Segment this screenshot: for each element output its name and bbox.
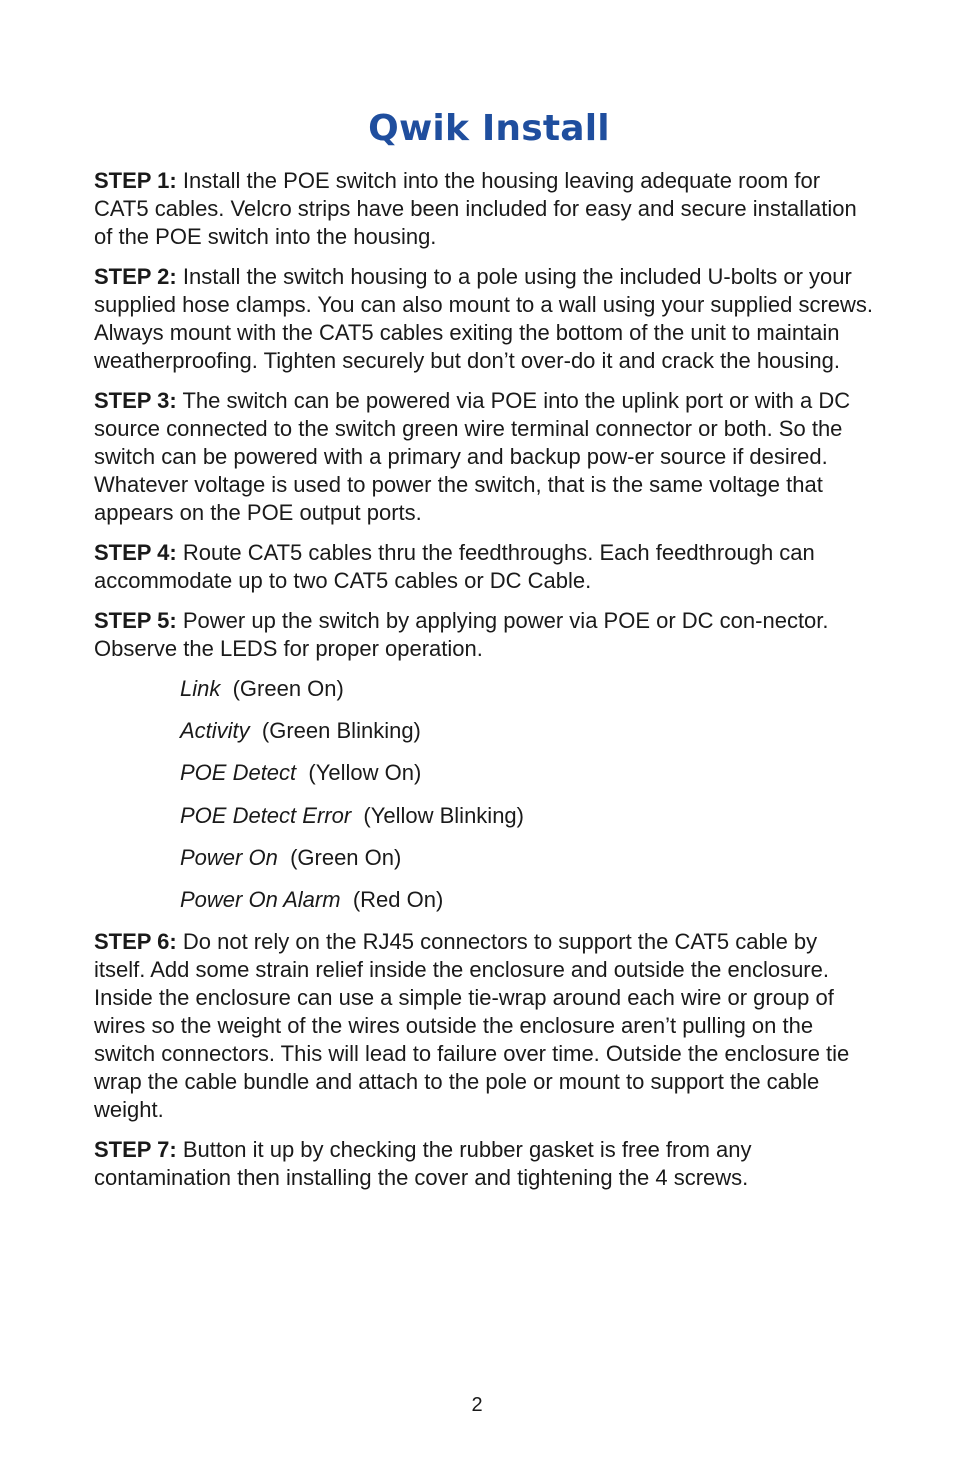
- led-item-poe-detect: [180, 759, 874, 787]
- step-1: [94, 167, 874, 251]
- led-state: (Red On): [352, 886, 444, 912]
- led-status-list: [180, 675, 874, 914]
- step-4: [94, 539, 874, 595]
- led-state: (Yellow Blinking): [363, 802, 524, 828]
- led-item-poe-detect-error: [180, 802, 874, 830]
- led-state: (Yellow On): [308, 760, 422, 786]
- step-3: [94, 387, 874, 527]
- step-text: The switch can be powered via POE into the uplink port or with a DC source connected to the switch green wire terminal connector or both. So the switch can be powered with a primary and backup pow-er source if desired. Whatever voltage is used to power the switch, that is the same voltage that appears on the POE output ports.: [94, 388, 851, 525]
- step-text: Do not rely on the RJ45 connectors to support the CAT5 cable by itself. Add some strain relief inside the enclosure and outside the enclosure. Inside the enclosure can use a simple tie-wrap around each wire or group of wires so the weight of the wires outside the enclosure aren’t pulling on the switch connectors. This will lead to failure over time. Outside the enclosure tie wrap the cable bundle and attach to the pole or mount to support the cable weight.: [94, 929, 850, 1123]
- led-item-power-on: [180, 844, 874, 872]
- step-label: STEP 1:: [94, 168, 177, 193]
- led-name: POE Detect Error: [180, 802, 352, 828]
- step-6: [94, 928, 874, 1124]
- led-state: (Green On): [232, 676, 344, 701]
- led-name: Activity: [180, 718, 250, 744]
- led-name: Power On Alarm: [180, 886, 341, 912]
- step-text: Route CAT5 cables thru the feedthroughs. Each feedthrough can accommodate up to two CAT5 cables or DC Cable.: [94, 540, 815, 593]
- led-state: (Green Blinking): [261, 718, 421, 744]
- step-text: Button it up by checking the rubber gasket is free from any contamination then installing the cover and tightening the 4 screws.: [94, 1137, 752, 1191]
- page-title: Qwik Install: [368, 108, 610, 149]
- step-text: Install the POE switch into the housing leaving adequate room for CAT5 cables. Velcro strips have been included for easy and secure installation of the POE switch into the housing.: [94, 168, 857, 249]
- step-label: STEP 3:: [94, 388, 177, 413]
- page-number: 2: [471, 1394, 483, 1416]
- led-item-link: [180, 675, 874, 703]
- step-label: STEP 4:: [94, 540, 177, 565]
- step-text: Power up the switch by applying power via POE or DC con-nector. Observe the LEDS for proper operation.: [94, 608, 829, 661]
- step-label: STEP 6:: [94, 929, 177, 955]
- step-text: Install the switch housing to a pole using the included U-bolts or your supplied hose clamps. You can also mount to a wall using your supplied screws. Always mount with the CAT5 cables exiting the bottom of the unit to maintain weatherproofing. Tighten securely but don’t over-do it and crack the housing.: [94, 264, 874, 373]
- led-item-activity: [180, 717, 874, 745]
- led-state: (Green On): [290, 844, 402, 870]
- led-name: Link: [180, 676, 221, 701]
- step-2: [94, 263, 874, 375]
- step-label: STEP 7:: [94, 1137, 177, 1163]
- step-label: STEP 5:: [94, 608, 177, 633]
- led-name: Power On: [180, 844, 278, 870]
- step-label: STEP 2:: [94, 264, 177, 289]
- step-7: [94, 1136, 874, 1192]
- step-5: [94, 607, 874, 663]
- led-name: POE Detect: [180, 760, 297, 786]
- led-item-power-on-alarm: [180, 886, 874, 914]
- document-page: [94, 108, 874, 1204]
